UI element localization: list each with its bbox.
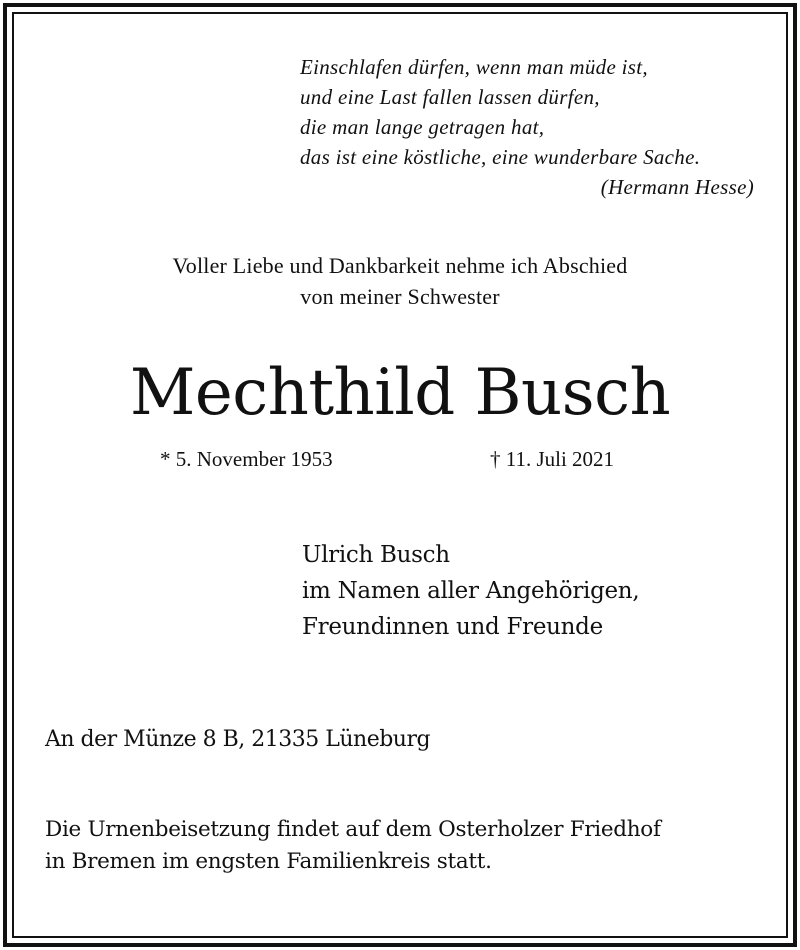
signer-line: Freundinnen und Freunde [302, 614, 603, 640]
death-date: † 11. Juli 2021 [490, 447, 615, 471]
notice-line: in Bremen im engsten Familienkreis statt. [45, 849, 492, 874]
signer-line: im Namen aller Angehörigen, [302, 578, 640, 604]
intro-line: von meiner Schwester [300, 284, 500, 309]
deceased-name: Mechthild Busch [129, 356, 671, 430]
poem-line: und eine Last fallen lassen dürfen, [300, 85, 600, 109]
notice-line: Die Urnenbeisetzung findet auf dem Osterholzer Friedhof [45, 817, 661, 842]
poem-author: (Hermann Hesse) [600, 175, 754, 199]
farewell-intro [0, 250, 800, 312]
birth-date: * 5. November 1953 [160, 447, 333, 471]
mourner-address: An der Münze 8 B, 21335 Lüneburg [45, 727, 431, 752]
signers-block [302, 537, 639, 645]
poem-line: das ist eine köstliche, eine wunderbare Sache. [300, 145, 701, 169]
intro-line: Voller Liebe und Dankbarkeit nehme ich Abschied [172, 253, 628, 278]
poem-line: die man lange getragen hat, [300, 115, 545, 139]
poem-quote [300, 52, 754, 202]
burial-notice [45, 814, 661, 878]
signer-line: Ulrich Busch [302, 542, 450, 568]
poem-line: Einschlafen dürfen, wenn man müde ist, [300, 55, 648, 79]
